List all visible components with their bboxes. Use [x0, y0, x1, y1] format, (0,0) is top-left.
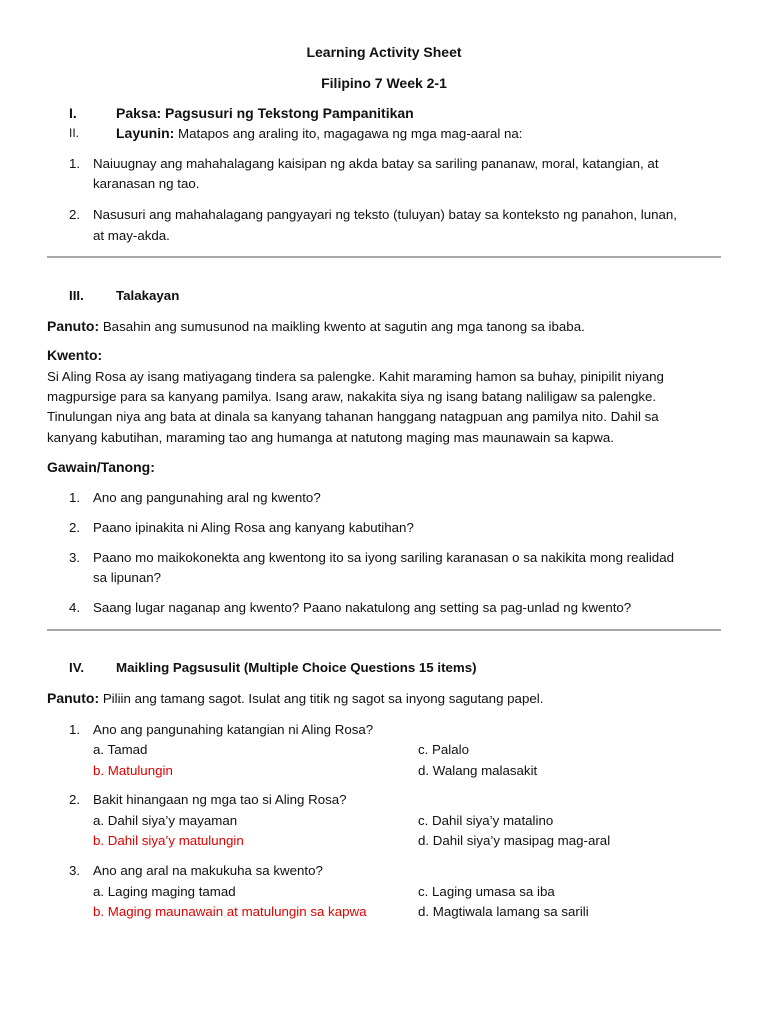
quiz-panuto-text: Piliin ang tamang sagot. Isulat ang titik ng sagot sa inyong sagutang papel. — [102, 691, 544, 706]
quiz-panuto-label: Panuto: — [47, 690, 100, 706]
section-iv-numeral: IV. — [69, 660, 85, 675]
section-divider — [47, 629, 721, 631]
quiz-question: Ano ang aral na makukuha sa kwento? — [93, 863, 323, 878]
kwento-label: Kwento: — [47, 347, 103, 363]
section-divider — [47, 256, 721, 258]
choice-b-correct: b. Maging maunawain at matulungin sa kapwa — [93, 904, 367, 919]
question-text: Paano mo maikokonekta ang kwentong ito sa iyong sariling karanasan o sa nakikita mong realidad — [93, 550, 674, 565]
section-iii-numeral: III. — [69, 288, 84, 303]
panuto-line — [47, 318, 585, 334]
choice-c: c. Laging umasa sa iba — [418, 884, 555, 899]
section-iv-heading: Maikling Pagsusulit (Multiple Choice Questions 15 items) — [116, 660, 477, 675]
objective-text: Nasusuri ang mahahalagang pangyayari ng teksto (tuluyan) batay sa konteksto ng panahon, lunan, — [93, 207, 677, 222]
choice-d: d. Walang malasakit — [418, 763, 538, 778]
question-text: Ano ang pangunahing aral ng kwento? — [93, 490, 321, 505]
document-title: Learning Activity Sheet — [306, 44, 462, 60]
choice-a: a. Tamad — [93, 742, 148, 757]
choice-d: d. Magtiwala lamang sa sarili — [418, 904, 589, 919]
section-iii-heading: Talakayan — [116, 288, 180, 303]
kwento-line: magpursige para sa kanyang pamilya. Isang araw, nakakita siya ng isang batang naliligaw sa palengke. — [47, 389, 657, 404]
quiz-question: Bakit hinangaan ng mga tao si Aling Rosa? — [93, 792, 347, 807]
choice-a: a. Dahil siya’y mayaman — [93, 813, 238, 828]
question-text: Saang lugar naganap ang kwento? Paano nakatulong ang setting sa pag-unlad ng kwento? — [93, 600, 632, 615]
kwento-line: kanyang kabutihan, maraming tao ang humanga at natutong maging mas maunawain sa kapwa. — [47, 430, 614, 445]
objective-text-continued: at may-akda. — [93, 228, 170, 243]
choice-b-correct: b. Matulungin — [93, 763, 173, 778]
question-number: 3. — [69, 550, 81, 565]
question-text-continued: sa lipunan? — [93, 570, 162, 585]
kwento-line: Si Aling Rosa ay isang matiyagang tindera sa palengke. Kahit maraming hamon sa buhay, pinipilit niyang — [47, 369, 664, 384]
section-ii-text: Matapos ang araling ito, magagawa ng mga mag-aaral na: — [178, 126, 523, 141]
quiz-question: Ano ang pangunahing katangian ni Aling Rosa? — [93, 722, 374, 737]
choice-c: c. Palalo — [418, 742, 469, 757]
document-subtitle: Filipino 7 Week 2-1 — [321, 75, 447, 91]
section-ii-heading: Layunin: — [116, 125, 175, 141]
choice-a: a. Laging maging tamad — [93, 884, 236, 899]
choice-b-correct: b. Dahil siya’y matulungin — [93, 833, 244, 848]
section-i-numeral: I. — [69, 105, 77, 121]
question-number: 4. — [69, 600, 81, 615]
question-number: 2. — [69, 520, 81, 535]
choice-c: c. Dahil siya’y matalino — [418, 813, 554, 828]
choice-d: d. Dahil siya’y masipag mag-aral — [418, 833, 611, 848]
question-text: Paano ipinakita ni Aling Rosa ang kanyang kabutihan? — [93, 520, 414, 535]
objective-text-continued: karanasan ng tao. — [93, 176, 200, 191]
section-ii-numeral: II. — [69, 126, 80, 140]
quiz-panuto-line — [47, 690, 543, 706]
objective-number: 2. — [69, 207, 81, 222]
section-ii-line — [116, 125, 523, 141]
objective-number: 1. — [69, 156, 81, 171]
question-number: 1. — [69, 490, 81, 505]
kwento-line: Tinulungan niya ang bata at dinala sa kanyang tahanan hanggang natagpuan ang pamilya nito. Dahil sa — [47, 409, 659, 424]
panuto-label: Panuto: — [47, 318, 100, 334]
quiz-item-number: 2. — [69, 792, 81, 807]
objective-text: Naiuugnay ang mahahalagang kaisipan ng akda batay sa sariling pananaw, moral, katangian, at — [93, 156, 659, 171]
quiz-item-number: 3. — [69, 863, 81, 878]
quiz-item-number: 1. — [69, 722, 81, 737]
gawain-label: Gawain/Tanong: — [47, 459, 155, 475]
section-i-heading: Paksa: Pagsusuri ng Tekstong Pampanitikan — [116, 105, 414, 121]
panuto-text: Basahin ang sumusunod na maikling kwento at sagutin ang mga tanong sa ibaba. — [102, 319, 585, 334]
